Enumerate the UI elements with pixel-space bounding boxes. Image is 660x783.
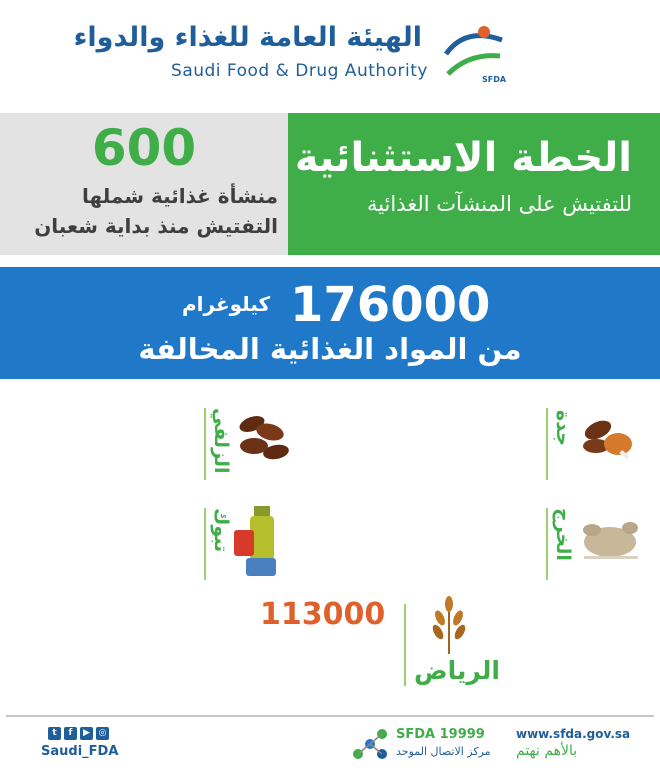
- dates-icon: [234, 410, 294, 466]
- slogan: بالأهم نهتم: [516, 743, 578, 759]
- roast-chicken-icon: [578, 514, 644, 562]
- instagram-icon[interactable]: ◎: [96, 727, 109, 740]
- city-separator: [204, 408, 206, 480]
- city-name: تبوك: [210, 508, 232, 553]
- twitter-icon[interactable]: t: [48, 727, 61, 740]
- city-amount: 113000: [260, 597, 386, 632]
- city-name: الرياض: [414, 656, 500, 685]
- facilities-line2: التفتيش منذ بداية شعبان: [34, 214, 278, 238]
- org-name-arabic: الهيئة العامة للغذاء والدواء: [73, 22, 422, 53]
- city-separator: [204, 508, 206, 580]
- plan-title: الخطة الاستثنائية: [294, 135, 632, 181]
- social-handle[interactable]: Saudi_FDA: [41, 744, 119, 759]
- social-icons: [48, 727, 109, 740]
- call-center-icon: [350, 724, 392, 764]
- facilities-count: 600: [91, 119, 197, 177]
- canned-food-icon: [232, 500, 286, 584]
- city-name: جدة: [552, 410, 574, 446]
- total-description: من المواد الغذائية المخالفة: [138, 332, 522, 366]
- total-amount: 176000: [290, 277, 491, 333]
- logo-badge: SFDA: [482, 75, 507, 84]
- website-link[interactable]: www.sfda.gov.sa: [516, 727, 631, 741]
- facilities-line1: منشأة غذائية شملها: [82, 184, 278, 208]
- call-center-label: مركز الاتصال الموحد: [396, 745, 491, 758]
- city-separator: [404, 604, 406, 686]
- plan-subtitle: للتفتيش على المنشآت الغذائية: [366, 192, 632, 216]
- city-separator: [546, 508, 548, 580]
- city-name: الخرج: [552, 508, 574, 561]
- org-name-english: Saudi Food & Drug Authority: [171, 61, 428, 81]
- facebook-icon[interactable]: f: [64, 727, 77, 740]
- sfda-logo-icon: [440, 24, 510, 86]
- wheat-icon: [426, 594, 472, 656]
- city-separator: [546, 408, 548, 480]
- youtube-icon[interactable]: ▶: [80, 727, 93, 740]
- footer-divider: [6, 715, 654, 717]
- city-name: الزلفي: [210, 408, 232, 474]
- dates-chicken-icon: [578, 410, 638, 466]
- call-center-number: SFDA 19999: [396, 727, 485, 742]
- total-unit: كيلوغرام: [182, 292, 271, 316]
